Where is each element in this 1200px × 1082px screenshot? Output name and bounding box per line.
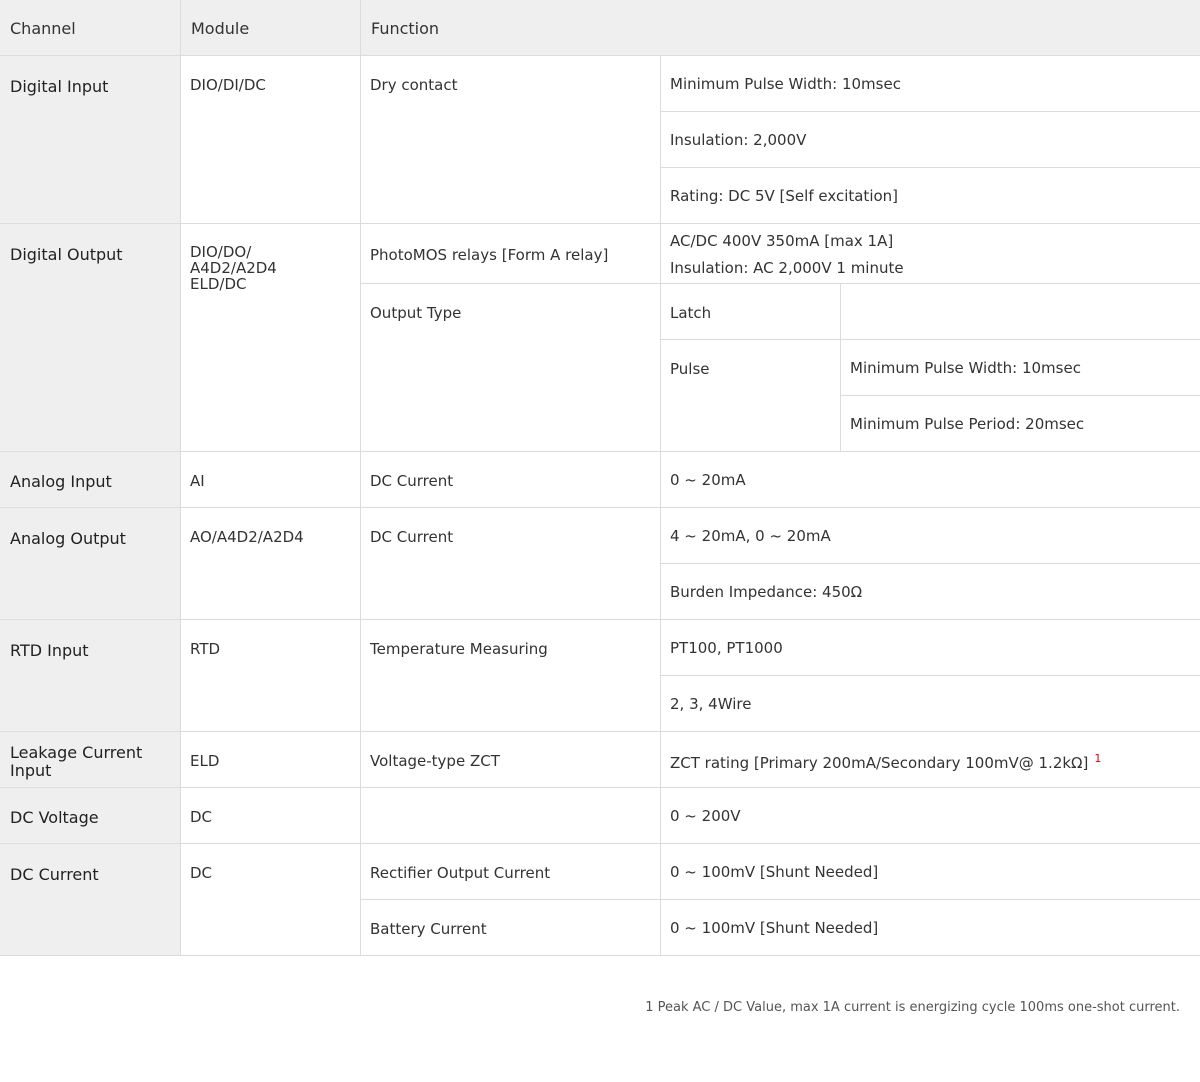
channel-cell-digital-output [0,224,180,452]
function-value: DC Current [370,528,454,546]
spec-value: 0 ~ 100mV [Shunt Needed] [670,919,879,937]
module-value-line-2: A4D2/A2D4 [190,259,277,277]
function-value: Output Type [370,304,462,322]
function-value: PhotoMOS relays [Form A relay] [370,246,609,264]
spec-value: AC/DC 400V 350mA [max 1A] [670,232,894,250]
function-value: Rectifier Output Current [370,864,551,882]
column-divider-spec [660,56,661,956]
spec-value: Rating: DC 5V [Self excitation] [670,187,899,205]
row-divider [0,787,1200,788]
spec-value: 0 ~ 200V [670,807,741,825]
channel-label: RTD Input [10,641,89,660]
row-divider [0,223,1200,224]
sub-row-divider [660,339,1200,340]
output-type-latch: Latch [670,304,712,322]
spec-value: ZCT rating [Primary 200mA/Secondary 100mV@ 1.2kΩ] [670,754,1089,772]
footnote-text: 1 Peak AC / DC Value, max 1A current is energizing cycle 100ms one-shot current. [645,1000,1180,1015]
function-value: DC Current [370,472,454,490]
module-value-line-3: ELD/DC [190,275,247,293]
module-value-line-1: DIO/DO/ [190,243,252,261]
module-value: AI [190,472,205,490]
channel-label: DC Voltage [10,808,99,827]
sub-row-divider [660,563,1200,564]
module-value: RTD [190,640,221,658]
pulse-spec-value: Minimum Pulse Period: 20msec [850,415,1085,433]
module-value: DC [190,864,213,882]
sub-row-divider [660,167,1200,168]
spec-value: 4 ~ 20mA, 0 ~ 20mA [670,527,831,545]
column-divider-function [360,56,361,956]
channel-cell-digital-input [0,56,180,224]
output-type-pulse: Pulse [670,360,710,378]
channel-label: DC Current [10,865,99,884]
column-divider-pulse-spec [840,284,841,452]
column-divider-module [180,56,181,956]
spec-value: 0 ~ 20mA [670,471,746,489]
channel-label: Digital Output [10,245,123,264]
channel-label: Analog Input [10,472,112,491]
header-channel-label: Channel [10,19,76,38]
spec-value: Burden Impedance: 450Ω [670,583,863,601]
module-value: AO/A4D2/A2D4 [190,528,304,546]
channel-cell-dc-current [0,844,180,956]
sub-row-divider [840,395,1200,396]
row-divider [0,451,1200,452]
row-divider [0,507,1200,508]
channel-label: Digital Input [10,77,109,96]
function-value: Battery Current [370,920,487,938]
channel-label-line-1: Leakage Current [10,743,143,762]
sub-row-divider [660,675,1200,676]
spec-value: Insulation: AC 2,000V 1 minute [670,259,904,277]
spec-value: 2, 3, 4Wire [670,695,752,713]
channel-cell-analog-input [0,452,180,508]
function-value: Dry contact [370,76,458,94]
channel-cell-dc-voltage [0,788,180,844]
channel-cell-rtd-input [0,620,180,732]
header-module-label: Module [191,19,250,38]
pulse-spec-value: Minimum Pulse Width: 10msec [850,359,1081,377]
row-divider [0,955,1200,956]
spec-value: PT100, PT1000 [670,639,783,657]
header-channel [0,0,180,56]
function-value: Voltage-type ZCT [370,752,500,770]
channel-cell-leakage-current [0,732,180,788]
spec-value-with-footnote [670,754,1101,772]
spec-value: Minimum Pulse Width: 10msec [670,75,901,93]
header-function [360,0,1200,56]
sub-row-divider [360,283,1200,284]
channel-cell-analog-output [0,508,180,620]
sub-row-divider [360,899,1200,900]
function-value: Temperature Measuring [370,640,548,658]
footnote-marker[interactable]: 1 [1094,752,1102,765]
header-module [180,0,360,56]
row-divider [0,731,1200,732]
row-divider [0,619,1200,620]
spec-value: 0 ~ 100mV [Shunt Needed] [670,863,879,881]
module-value: DIO/DI/DC [190,76,266,94]
row-divider [0,843,1200,844]
sub-row-divider [660,111,1200,112]
channel-label: Analog Output [10,529,126,548]
module-value: ELD [190,752,220,770]
row-divider [0,55,1200,56]
header-function-label: Function [371,19,440,38]
channel-label-line-2: Input [10,761,52,780]
module-value: DC [190,808,213,826]
spec-value: Insulation: 2,000V [670,131,807,149]
